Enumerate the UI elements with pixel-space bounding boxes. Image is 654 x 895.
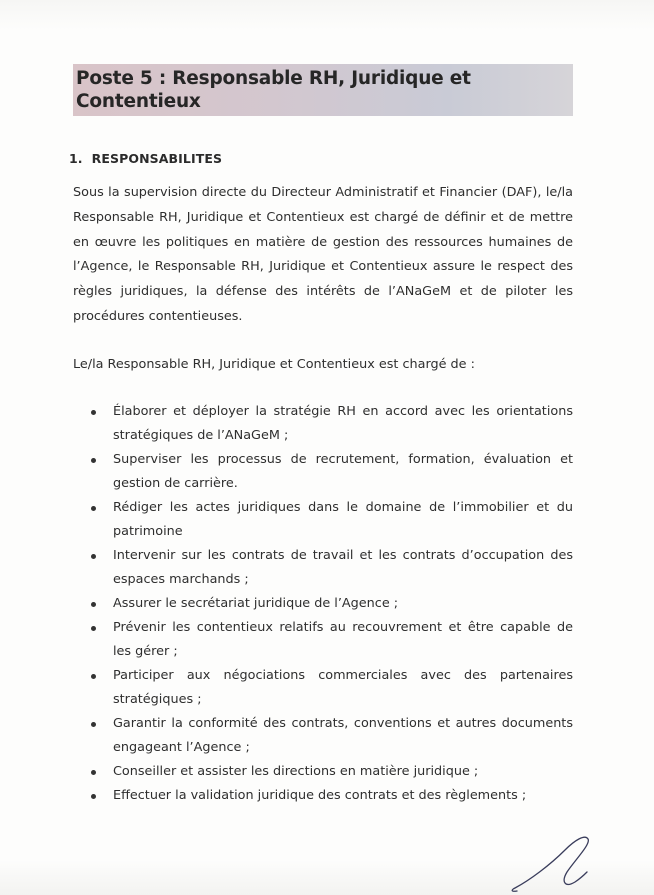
bullet-icon bbox=[91, 458, 96, 463]
title-banner bbox=[73, 64, 573, 116]
list-item bbox=[73, 760, 573, 784]
bullet-icon bbox=[91, 674, 96, 679]
list-item bbox=[73, 616, 573, 664]
bullet-icon bbox=[91, 626, 96, 631]
list-item-text: Participer aux négociations commerciales avec des partenaires stratégiques ; bbox=[113, 668, 573, 707]
list-item bbox=[73, 544, 573, 592]
list-item-text: Conseiller et assister les directions en matière juridique ; bbox=[113, 764, 479, 779]
bullet-icon bbox=[91, 602, 96, 607]
duties-lead-paragraph: Le/la Responsable RH, Juridique et Contentieux est chargé de : bbox=[73, 357, 475, 372]
bullet-icon bbox=[91, 506, 96, 511]
bullet-icon bbox=[91, 770, 96, 775]
list-item bbox=[73, 592, 573, 616]
list-item bbox=[73, 400, 573, 448]
list-item-text: Superviser les processus de recrutement, formation, évaluation et gestion de carrière. bbox=[113, 452, 573, 491]
list-item-text: Garantir la conformité des contrats, conventions et autres documents engageant l’Agence ; bbox=[113, 716, 573, 755]
list-item-text: Élaborer et déployer la stratégie RH en accord avec les orientations stratégiques de l’ANaGeM ; bbox=[113, 404, 573, 443]
handwritten-signature bbox=[505, 830, 595, 895]
intro-paragraph: Sous la supervision directe du Directeur Administratif et Financier (DAF), le/la Responsable RH, Juridique et Contentieux est chargé de définir et de mettre en œuvre les politiques en matière de gestion des ressources humaines de l’Agence, le Responsable RH, Juridique et Contentieux assure le respect des règles juridiques, la défense des intérêts de l’ANaGeM et de piloter les procédures contentieuses. bbox=[73, 185, 573, 324]
bullet-icon bbox=[91, 794, 96, 799]
list-item bbox=[73, 496, 573, 544]
list-item bbox=[73, 448, 573, 496]
page-title: Poste 5 : Responsable RH, Juridique et Contentieux bbox=[76, 68, 471, 112]
list-item-text: Assurer le secrétariat juridique de l’Agence ; bbox=[113, 596, 399, 611]
duties-list bbox=[73, 400, 573, 808]
bullet-icon bbox=[91, 722, 96, 727]
list-item-text: Intervenir sur les contrats de travail et les contrats d’occupation des espaces marchands ; bbox=[113, 548, 573, 587]
section-title: RESPONSABILITES bbox=[91, 151, 223, 166]
list-item bbox=[73, 664, 573, 712]
list-item-text: Prévenir les contentieux relatifs au recouvrement et être capable de les gérer ; bbox=[113, 620, 573, 659]
list-item-text: Effectuer la validation juridique des contrats et des règlements ; bbox=[113, 788, 527, 803]
section-heading bbox=[69, 151, 222, 166]
bullet-icon bbox=[91, 554, 96, 559]
section-number: 1. bbox=[69, 151, 83, 166]
bullet-icon bbox=[91, 410, 96, 415]
list-item bbox=[73, 712, 573, 760]
list-item-text: Rédiger les actes juridiques dans le domaine de l’immobilier et du patrimoine bbox=[113, 500, 573, 539]
list-item bbox=[73, 784, 573, 808]
